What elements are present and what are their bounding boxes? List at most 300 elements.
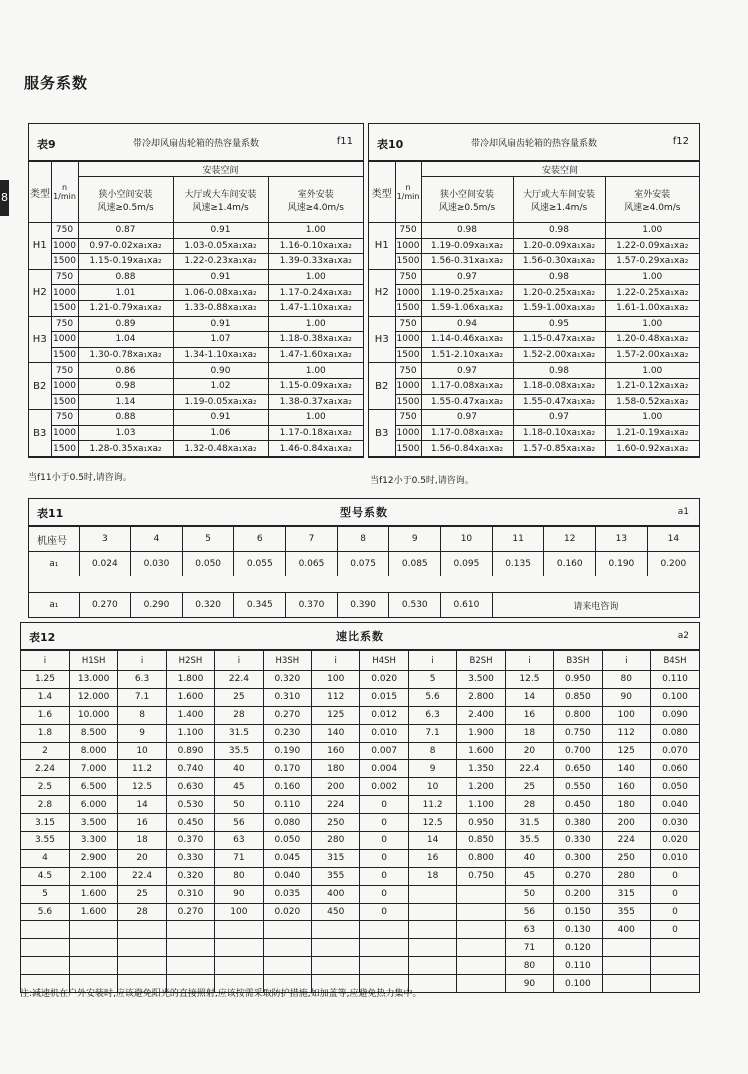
factor-cell: 1.600 [457,742,505,760]
table-row [369,441,699,457]
ratio-cell: 200 [312,778,360,796]
ratio-cell: 6.3 [408,706,456,724]
factor-cell: 0.010 [650,849,699,867]
factor-cell: 0.002 [360,778,408,796]
series-header: H1SH [69,651,117,671]
value-cell: 1.00 [605,269,699,285]
value-cell: 1.15-0.47xa₁xa₂ [513,332,605,348]
factor-cell [166,939,214,957]
factor-cell: 3.500 [457,671,505,689]
value-cell: 1.47-1.60xa₁xa₂ [268,347,363,363]
value-cell: 1.00 [268,363,363,379]
a1-cell: 0.320 [182,593,234,617]
ratio-cell: 40 [215,760,263,778]
factor-cell: 0.170 [263,760,311,778]
type-cell: H3 [369,316,395,363]
ratio-cell [408,921,456,939]
ratio-cell [408,939,456,957]
speed-cell: 750 [51,363,78,379]
value-cell: 1.51-2.10xa₁xa₂ [421,347,513,363]
ratio-cell [21,957,69,975]
space-header: 安装空间 [78,162,363,177]
table-row [29,378,363,394]
factor-cell: 3.500 [69,814,117,832]
table-row [21,903,699,921]
series-header: H4SH [360,651,408,671]
value-cell: 1.55-0.47xa₁xa₂ [513,394,605,410]
value-cell: 0.87 [78,223,173,239]
ratio-cell: 22.4 [118,867,166,885]
factor-cell: 0.370 [166,832,214,850]
frame-cell: 10 [441,527,493,552]
ratio-cell: 50 [215,796,263,814]
ratio-cell [215,921,263,939]
value-cell: 1.20-0.09xa₁xa₂ [513,238,605,254]
factor-cell: 0.110 [263,796,311,814]
value-cell: 1.07 [173,332,268,348]
factor-cell: 0.950 [457,814,505,832]
ratio-cell: 9 [408,760,456,778]
factor-cell: 2.900 [69,849,117,867]
ratio-cell: 35.5 [505,832,553,850]
factor-cell: 0.110 [554,957,602,975]
table11-block [28,498,700,618]
ratio-cell: 1.8 [21,724,69,742]
factor-cell: 0.080 [263,814,311,832]
ratio-cell [408,957,456,975]
value-cell: 1.21-0.12xa₁xa₂ [605,378,699,394]
ratio-cell: 10 [408,778,456,796]
ratio-cell: 140 [602,760,650,778]
factor-cell: 0.750 [554,724,602,742]
factor-cell: 0.740 [166,760,214,778]
table11-title: 型号系数 [340,506,388,519]
factor-cell: 0.120 [554,939,602,957]
speed-cell: 1000 [395,378,421,394]
factor-cell: 0 [360,867,408,885]
table12-grid [21,650,699,992]
factor-cell: 0.160 [263,778,311,796]
value-cell: 1.00 [268,223,363,239]
factor-cell: 0.080 [650,724,699,742]
ratio-cell: 250 [312,814,360,832]
a1-contact-note: 请来电咨询 [492,593,699,617]
speed-cell: 750 [395,363,421,379]
factor-cell: 0.330 [554,832,602,850]
speed-cell: 1500 [395,347,421,363]
table9-title: 带冷却风扇齿轮箱的热容量系数 [132,139,259,149]
factor-cell: 0.530 [166,796,214,814]
speed-cell: 750 [51,410,78,426]
a1-cell: 0.095 [441,552,493,577]
ratio-header: i [505,651,553,671]
factor-cell [263,957,311,975]
ratio-cell: 3.55 [21,832,69,850]
value-cell: 1.59-1.06xa₁xa₂ [421,300,513,316]
ratio-cell: 50 [505,885,553,903]
ratio-cell: 20 [118,849,166,867]
a1-cell: 0.345 [234,593,286,617]
value-cell: 1.03-0.05xa₁xa₂ [173,238,268,254]
ratio-cell: 250 [602,849,650,867]
ratio-cell: 200 [602,814,650,832]
ratio-cell [602,975,650,992]
ratio-cell: 355 [602,903,650,921]
outdoor-header: 室外安装 风速≥4.0m/s [268,177,363,223]
outdoor-header: 室外安装 风速≥4.0m/s [605,177,699,223]
a1-cell: 0.075 [337,552,389,577]
ratio-cell: 4.5 [21,867,69,885]
ratio-cell: 400 [312,885,360,903]
ratio-cell: 90 [215,885,263,903]
factor-cell [166,957,214,975]
factor-cell: 1.600 [69,903,117,921]
factor-cell: 0.800 [554,706,602,724]
ratio-cell: 90 [505,975,553,992]
ratio-cell: 5.6 [408,688,456,706]
value-cell: 1.21-0.19xa₁xa₂ [605,425,699,441]
ratio-cell [215,939,263,957]
value-cell: 1.22-0.09xa₁xa₂ [605,238,699,254]
a1-cell: 0.050 [182,552,234,577]
factor-cell: 0.850 [554,688,602,706]
a1-cell: 0.390 [337,593,389,617]
factor-cell: 0.700 [554,742,602,760]
table-row [21,760,699,778]
ratio-cell: 28 [505,796,553,814]
factor-cell: 0.890 [166,742,214,760]
table12-title: 速比系数 [336,630,384,643]
table-row [29,441,363,457]
value-cell: 0.91 [173,269,268,285]
factor-cell: 0.150 [554,903,602,921]
value-cell: 1.18-0.08xa₁xa₂ [513,378,605,394]
table10-block [368,123,700,458]
factor-cell: 0.270 [166,903,214,921]
a1-cell: 0.530 [389,593,441,617]
type-cell: B2 [369,363,395,410]
ratio-cell: 5.6 [21,903,69,921]
table-row [369,300,699,316]
factor-cell [69,957,117,975]
type-header: 类型 [369,162,395,223]
ratio-cell: 1.6 [21,706,69,724]
value-cell: 0.97 [421,269,513,285]
factor-cell: 3.300 [69,832,117,850]
factor-cell: 0.310 [166,885,214,903]
type-cell: H1 [369,223,395,270]
ratio-cell: 16 [505,706,553,724]
speed-header: n 1/min [395,162,421,223]
value-cell: 0.88 [78,269,173,285]
table-row [21,849,699,867]
factor-cell [457,885,505,903]
series-header: H2SH [166,651,214,671]
factor-cell: 1.400 [166,706,214,724]
factor-cell: 0 [360,903,408,921]
ratio-cell: 180 [312,760,360,778]
ratio-cell: 28 [118,903,166,921]
table9-code: f11 [336,136,353,147]
value-cell: 1.21-0.79xa₁xa₂ [78,300,173,316]
ratio-header: i [602,651,650,671]
speed-cell: 1500 [51,441,78,457]
ratio-cell [408,903,456,921]
speed-cell: 1000 [395,238,421,254]
value-cell: 1.47-1.10xa₁xa₂ [268,300,363,316]
speed-header: n 1/min [51,162,78,223]
value-cell: 1.32-0.48xa₁xa₂ [173,441,268,457]
factor-cell: 0.450 [166,814,214,832]
factor-cell: 0.070 [650,742,699,760]
value-cell: 1.59-1.00xa₁xa₂ [513,300,605,316]
value-cell: 1.03 [78,425,173,441]
ratio-cell: 56 [215,814,263,832]
factor-cell: 2.800 [457,688,505,706]
a1-cell: 0.160 [544,552,596,577]
value-cell: 1.30-0.78xa₁xa₂ [78,347,173,363]
value-cell: 0.98 [421,223,513,239]
ratio-cell: 25 [118,885,166,903]
table-row [369,316,699,332]
table-row [369,254,699,270]
a1-row [29,552,699,577]
factor-cell: 0.270 [263,706,311,724]
type-cell: H2 [29,269,51,316]
narrow-space-header: 狭小空间安装 风速≥0.5m/s [78,177,173,223]
value-cell: 0.98 [78,378,173,394]
a1-cell: 0.610 [441,593,493,617]
speed-cell: 1000 [395,332,421,348]
factor-cell: 0.012 [360,706,408,724]
value-cell: 1.00 [268,269,363,285]
ratio-cell: 35.5 [215,742,263,760]
factor-cell: 0.190 [263,742,311,760]
ratio-cell [312,921,360,939]
a1-cell: 0.270 [79,593,131,617]
ratio-header: i [118,651,166,671]
value-cell: 0.90 [173,363,268,379]
table-row [21,688,699,706]
value-cell: 1.14-0.46xa₁xa₂ [421,332,513,348]
speed-cell: 750 [51,223,78,239]
table-row [29,316,363,332]
table-row [29,363,363,379]
value-cell: 0.94 [421,316,513,332]
table-row [369,363,699,379]
value-cell: 1.33-0.88xa₁xa₂ [173,300,268,316]
ratio-cell: 9 [118,724,166,742]
ratio-cell: 355 [312,867,360,885]
factor-cell: 0.950 [554,671,602,689]
ratio-header: i [312,651,360,671]
table-row [369,347,699,363]
value-cell: 1.56-0.84xa₁xa₂ [421,441,513,457]
value-cell: 1.34-1.10xa₁xa₂ [173,347,268,363]
table-row [29,410,363,426]
value-cell: 1.56-0.30xa₁xa₂ [513,254,605,270]
table9-block [28,123,364,458]
value-cell: 1.16-0.10xa₁xa₂ [268,238,363,254]
value-cell: 1.20-0.48xa₁xa₂ [605,332,699,348]
value-cell: 1.57-0.85xa₁xa₂ [513,441,605,457]
factor-cell: 0.200 [554,885,602,903]
value-cell: 1.60-0.92xa₁xa₂ [605,441,699,457]
a1-label: a₁ [29,552,79,577]
a1-cell: 0.055 [234,552,286,577]
factor-cell: 0.310 [263,688,311,706]
factor-cell: 0.650 [554,760,602,778]
footnote: 注:减速机在户外安装时,应该避免阳光的直接照射,应该按需采取防护措施,如加盖等,应避免热力集中。 [20,989,422,999]
ratio-cell [215,957,263,975]
ratio-cell: 8 [118,706,166,724]
table12-code: a2 [677,631,689,641]
value-cell: 1.17-0.18xa₁xa₂ [268,425,363,441]
table11-grid [29,526,699,576]
factor-cell: 0.040 [650,796,699,814]
ratio-cell: 160 [312,742,360,760]
ratio-cell: 5 [408,671,456,689]
value-cell: 1.06-0.08xa₁xa₂ [173,285,268,301]
factor-cell: 1.800 [166,671,214,689]
ratio-cell: 71 [215,849,263,867]
value-cell: 1.15-0.09xa₁xa₂ [268,378,363,394]
table11-spacer [29,576,699,593]
speed-cell: 750 [51,316,78,332]
factor-cell: 0.320 [263,671,311,689]
ratio-cell: 11.2 [408,796,456,814]
value-cell: 1.00 [605,410,699,426]
ratio-cell: 25 [505,778,553,796]
table10-title: 带冷却风扇齿轮箱的热容量系数 [470,139,597,149]
factor-cell [457,921,505,939]
type-cell: B3 [29,410,51,457]
value-cell: 1.46-0.84xa₁xa₂ [268,441,363,457]
table-row [21,814,699,832]
value-cell: 1.17-0.24xa₁xa₂ [268,285,363,301]
ratio-cell: 160 [602,778,650,796]
space-header: 安装空间 [421,162,699,177]
ratio-header: i [408,651,456,671]
ratio-cell: 6.3 [118,671,166,689]
table-row [21,957,699,975]
table-row [369,269,699,285]
value-cell: 1.57-0.29xa₁xa₂ [605,254,699,270]
factor-cell: 0.230 [263,724,311,742]
value-cell: 1.00 [605,363,699,379]
table-row [21,671,699,689]
frame-cell: 3 [79,527,131,552]
ratio-cell: 2.5 [21,778,69,796]
frame-cell: 13 [596,527,648,552]
factor-cell: 1.600 [69,885,117,903]
factor-cell: 0.110 [650,671,699,689]
ratio-cell: 280 [312,832,360,850]
factor-cell: 2.400 [457,706,505,724]
frame-label: 机座号 [29,527,79,552]
value-cell: 1.14 [78,394,173,410]
ratio-cell: 224 [602,832,650,850]
factor-cell [166,921,214,939]
ratio-cell: 20 [505,742,553,760]
ratio-cell: 31.5 [215,724,263,742]
ratio-cell: 14 [505,688,553,706]
value-cell: 0.91 [173,410,268,426]
ratio-cell: 315 [602,885,650,903]
table-row [21,867,699,885]
value-cell: 1.39-0.33xa₁xa₂ [268,254,363,270]
ratio-cell: 180 [602,796,650,814]
ratio-cell: 12.5 [505,671,553,689]
factor-cell: 0.050 [650,778,699,796]
table10-grid [369,161,700,457]
factor-cell: 0.800 [457,849,505,867]
a1-cell: 0.190 [596,552,648,577]
speed-cell: 750 [51,269,78,285]
chapter-tab: 8 [0,180,9,216]
factor-cell: 13.000 [69,671,117,689]
ratio-cell [21,921,69,939]
ratio-cell: 4 [21,849,69,867]
ratio-cell: 40 [505,849,553,867]
narrow-space-header: 狭小空间安装 风速≥0.5m/s [421,177,513,223]
ratio-cell: 140 [312,724,360,742]
table-row [29,332,363,348]
ratio-cell [312,939,360,957]
ratio-cell: 18 [408,867,456,885]
type-cell: B2 [29,363,51,410]
table-row [369,332,699,348]
factor-cell: 0.020 [360,671,408,689]
speed-cell: 1500 [395,441,421,457]
factor-cell: 1.350 [457,760,505,778]
value-cell: 1.38-0.37xa₁xa₂ [268,394,363,410]
value-cell: 1.20-0.25xa₁xa₂ [513,285,605,301]
speed-cell: 1000 [51,332,78,348]
value-cell: 1.22-0.23xa₁xa₂ [173,254,268,270]
factor-cell: 7.000 [69,760,117,778]
ratio-cell: 2 [21,742,69,760]
table-row [29,238,363,254]
table-row [29,425,363,441]
frame-cell: 11 [492,527,544,552]
ratio-cell: 7.1 [118,688,166,706]
ratio-cell: 224 [312,796,360,814]
ratio-cell [21,939,69,957]
factor-cell [263,921,311,939]
table-row [29,394,363,410]
factor-cell: 1.200 [457,778,505,796]
table12-id: 表12 [29,631,56,644]
ratio-cell [118,939,166,957]
value-cell: 0.88 [78,410,173,426]
table-row [369,378,699,394]
factor-cell [69,939,117,957]
table-row [369,223,699,239]
value-cell: 0.95 [513,316,605,332]
value-cell: 0.98 [513,223,605,239]
factor-cell: 0.045 [263,849,311,867]
ratio-cell: 100 [215,903,263,921]
ratio-cell: 125 [602,742,650,760]
factor-cell [263,939,311,957]
a1-cell: 0.200 [647,552,699,577]
value-cell: 1.22-0.25xa₁xa₂ [605,285,699,301]
table-row [29,254,363,270]
ratio-cell: 90 [602,688,650,706]
table11-code: a1 [677,507,689,517]
table-row [21,832,699,850]
